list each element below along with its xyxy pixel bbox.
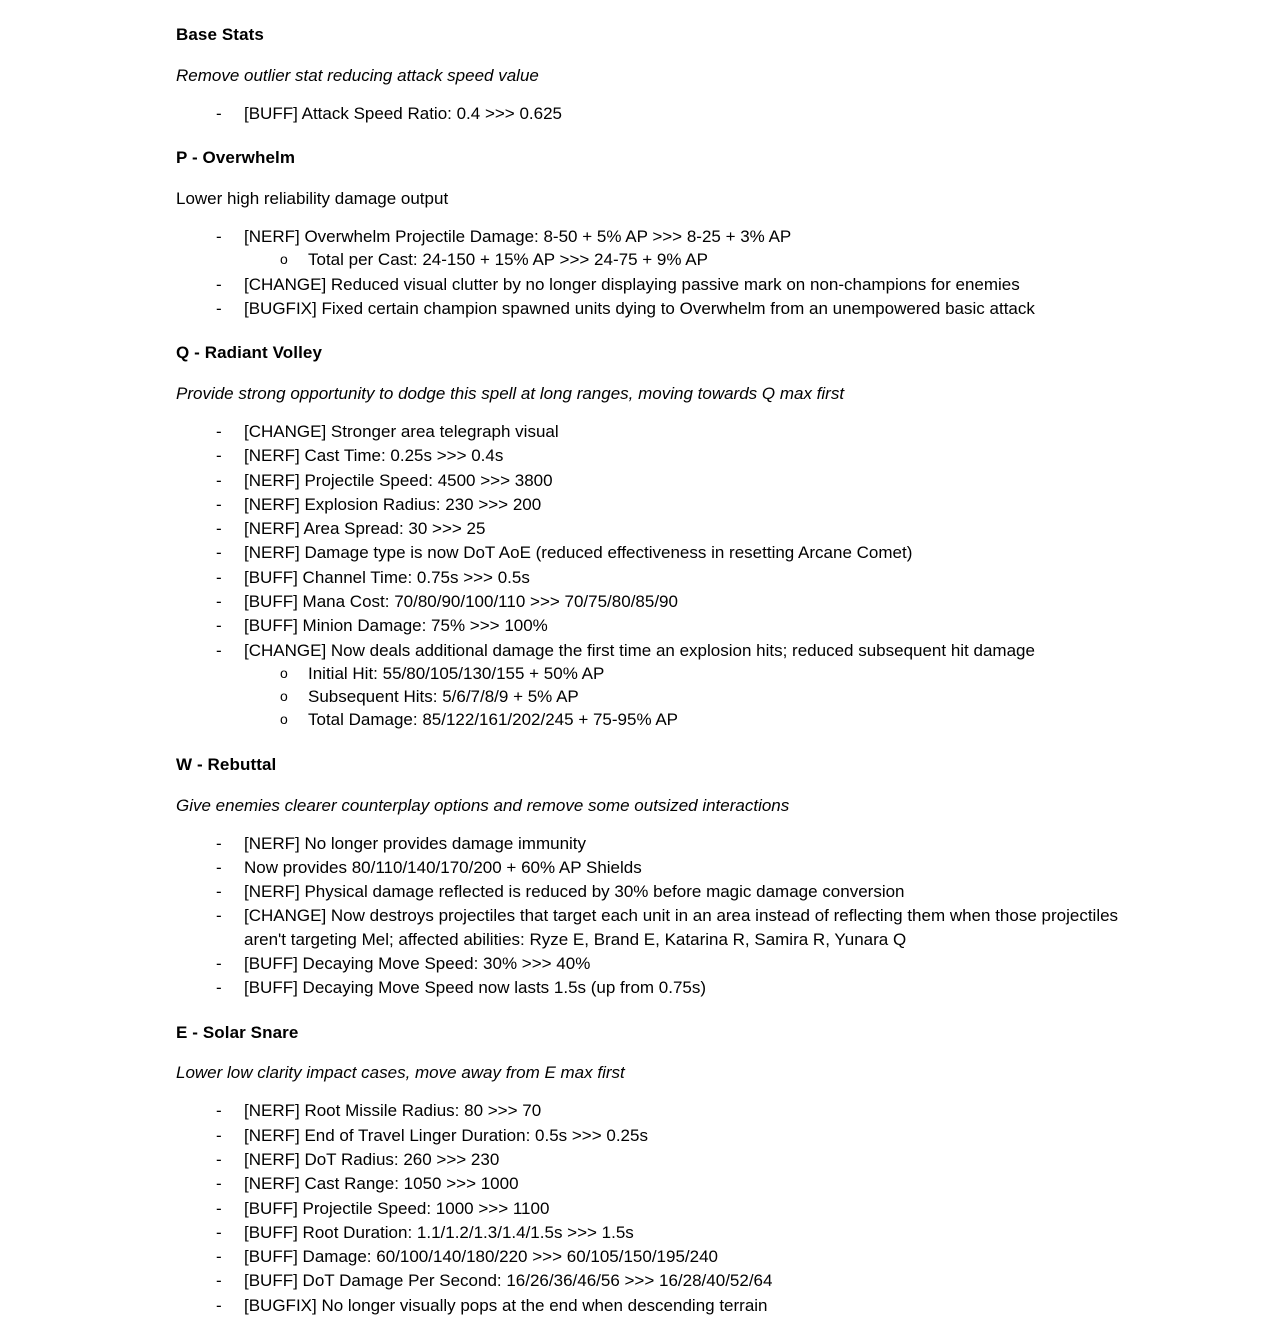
section-heading: W - Rebuttal bbox=[176, 754, 277, 774]
change-item-text: - [NERF] Area Spread: 30 >>> 25 bbox=[244, 519, 486, 539]
change-item bbox=[212, 1148, 1150, 1171]
sections-container bbox=[176, 24, 1150, 1317]
change-list bbox=[176, 1099, 1150, 1317]
change-item bbox=[212, 273, 1150, 296]
change-item bbox=[212, 1221, 1150, 1244]
change-item bbox=[212, 1172, 1150, 1195]
change-item-text: - [NERF] Root Missile Radius: 80 >>> 70 bbox=[244, 1101, 542, 1121]
change-item-text: - [NERF] Cast Range: 1050 >>> 1000 bbox=[244, 1174, 519, 1194]
change-item bbox=[212, 880, 1150, 903]
change-item-text: - [BUFF] Projectile Speed: 1000 >>> 1100 bbox=[244, 1198, 550, 1218]
change-item-text: - [BUFF] Root Duration: 1.1/1.2/1.3/1.4/1.5s >>> 1.5s bbox=[244, 1222, 634, 1242]
change-subitem: o Total per Cast: 24-150 + 15% AP >>> 24-75 + 9% AP bbox=[276, 248, 1150, 271]
change-item-text: - [BUFF] Decaying Move Speed: 30% >>> 40% bbox=[244, 953, 591, 973]
change-item bbox=[212, 469, 1150, 492]
change-item bbox=[212, 566, 1150, 589]
change-subitem: o Total Damage: 85/122/161/202/245 + 75-95% AP bbox=[276, 708, 1150, 731]
change-subitem: o Initial Hit: 55/80/105/130/155 + 50% AP bbox=[276, 662, 1150, 685]
change-item bbox=[212, 952, 1150, 975]
change-item-text: - [NERF] No longer provides damage immunity bbox=[244, 833, 587, 853]
change-sublist bbox=[244, 248, 1150, 271]
change-item bbox=[212, 590, 1150, 613]
change-item-text: - [BUFF] Channel Time: 0.75s >>> 0.5s bbox=[244, 567, 530, 587]
change-item bbox=[212, 102, 1150, 125]
section-heading: Base Stats bbox=[176, 25, 264, 44]
change-item bbox=[212, 1294, 1150, 1317]
change-item-text: - [BUFF] Attack Speed Ratio: 0.4 >>> 0.625 bbox=[244, 103, 562, 123]
patch-section bbox=[176, 147, 1150, 320]
change-item-text: - [NERF] End of Travel Linger Duration: 0.5s >>> 0.25s bbox=[244, 1125, 648, 1145]
patch-section bbox=[176, 1022, 1150, 1317]
patch-section bbox=[176, 342, 1150, 732]
change-item bbox=[212, 1099, 1150, 1122]
change-list bbox=[176, 420, 1150, 732]
change-item-text: - [BUGFIX] No longer visually pops at the end when descending terrain bbox=[244, 1295, 768, 1315]
change-item bbox=[212, 614, 1150, 637]
change-item bbox=[212, 493, 1150, 516]
change-item-text: - [BUFF] Damage: 60/100/140/180/220 >>> 60/105/150/195/240 bbox=[244, 1247, 718, 1267]
change-item bbox=[212, 1245, 1150, 1268]
change-item bbox=[212, 420, 1150, 443]
change-item bbox=[212, 1269, 1150, 1292]
change-list bbox=[176, 102, 1150, 125]
change-sublist bbox=[244, 662, 1150, 732]
change-item bbox=[212, 444, 1150, 467]
change-item bbox=[212, 904, 1150, 951]
change-item bbox=[212, 639, 1150, 732]
change-item-text: - [CHANGE] Now deals additional damage the first time an explosion hits; reduced subsequent hit damage bbox=[244, 640, 1035, 660]
patch-section bbox=[176, 24, 1150, 125]
section-intent: Lower high reliability damage output bbox=[176, 189, 449, 209]
section-intent: Lower low clarity impact cases, move away from E max first bbox=[176, 1063, 625, 1083]
section-intent: Provide strong opportunity to dodge this spell at long ranges, moving towards Q max first bbox=[176, 384, 845, 404]
change-item-text: - [BUFF] DoT Damage Per Second: 16/26/36/46/56 >>> 16/28/40/52/64 bbox=[244, 1271, 773, 1291]
change-item-text: - [NERF] Physical damage reflected is reduced by 30% before magic damage conversion bbox=[244, 882, 905, 902]
section-intent: Give enemies clearer counterplay options and remove some outsized interactions bbox=[176, 795, 790, 815]
change-item-text: - [NERF] Projectile Speed: 4500 >>> 3800 bbox=[244, 470, 553, 490]
patch-section bbox=[176, 754, 1150, 1000]
change-item bbox=[212, 1124, 1150, 1147]
change-item-text: - Now provides 80/110/140/170/200 + 60% AP Shields bbox=[244, 857, 642, 877]
section-heading: P - Overwhelm bbox=[176, 148, 296, 168]
change-item bbox=[212, 1197, 1150, 1220]
change-item bbox=[212, 856, 1150, 879]
change-subitem: o Subsequent Hits: 5/6/7/8/9 + 5% AP bbox=[276, 685, 1150, 708]
change-item-text: - [CHANGE] Reduced visual clutter by no longer displaying passive mark on non-champions for enemies bbox=[244, 274, 1020, 294]
change-item-text: - [CHANGE] Stronger area telegraph visual bbox=[244, 422, 559, 442]
change-item bbox=[212, 225, 1150, 272]
change-item-text: - [BUFF] Mana Cost: 70/80/90/100/110 >>> 70/75/80/85/90 bbox=[244, 592, 678, 611]
change-item-text: - [NERF] Overwhelm Projectile Damage: 8-50 + 5% AP >>> 8-25 + 3% AP bbox=[244, 227, 792, 247]
change-item bbox=[212, 541, 1150, 564]
change-item-text: - [NERF] Cast Time: 0.25s >>> 0.4s bbox=[244, 446, 504, 466]
change-item bbox=[212, 517, 1150, 540]
change-item bbox=[212, 976, 1150, 999]
change-list bbox=[176, 225, 1150, 320]
change-item bbox=[212, 297, 1150, 320]
change-item-text: - [NERF] Explosion Radius: 230 >>> 200 bbox=[244, 494, 542, 514]
change-item-text: - [NERF] Damage type is now DoT AoE (reduced effectiveness in resetting Arcane Comet) bbox=[244, 543, 913, 563]
change-item-text: - [BUFF] Minion Damage: 75% >>> 100% bbox=[244, 616, 548, 636]
section-heading: Q - Radiant Volley bbox=[176, 343, 323, 363]
change-item-text: - [BUFF] Decaying Move Speed now lasts 1.5s (up from 0.75s) bbox=[244, 978, 707, 998]
section-heading: E - Solar Snare bbox=[176, 1022, 299, 1042]
section-intent: Remove outlier stat reducing attack speed value bbox=[176, 65, 539, 85]
change-item-text: - [NERF] DoT Radius: 260 >>> 230 bbox=[244, 1149, 500, 1169]
change-item bbox=[212, 832, 1150, 855]
change-list bbox=[176, 832, 1150, 1000]
change-item-text: - [BUGFIX] Fixed certain champion spawned units dying to Overwhelm from an unempowered basic attack bbox=[244, 298, 1035, 318]
change-item-text: - [CHANGE] Now destroys projectiles that target each unit in an area instead of reflecting them when those projectiles aren't targeting Mel; affected abilities: Ryze E, Brand E, Katarina R, Samira R, Yunara Q bbox=[244, 906, 1119, 949]
